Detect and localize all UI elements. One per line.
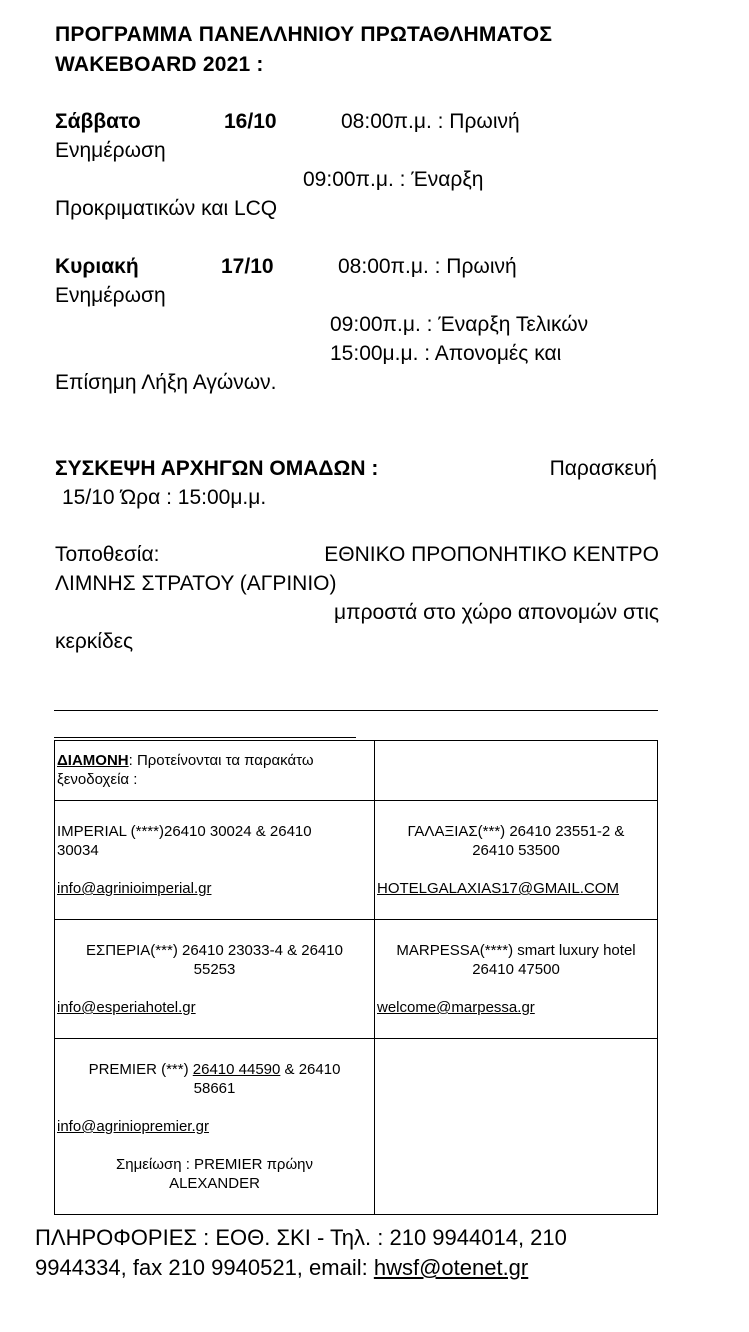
premier-line2: 58661 [193,1080,236,1097]
sunday-day: Κυριακή [55,255,139,278]
hotel-cell-premier [55,1039,375,1215]
galaxias-line2: 26410 53500 [472,842,560,859]
imperial-email-link[interactable]: info@agrinioimperial.gr [57,880,212,897]
page-title: ΠΡΟΓΡΑΜΜΑ ΠΑΝΕΛΛΗΝΙΟΥ ΠΡΩΤΑΘΛΗΜΑΤΟΣ [55,23,553,46]
hotels-header-rest: : Προτείνονται τα παρακάτω [128,752,314,769]
meeting-day: Παρασκευή [549,457,657,480]
footer-info-line2 [35,1255,528,1281]
sunday-item3-cont: Επίσημη Λήξη Αγώνων. [55,371,277,394]
galaxias-line1: ΓΑΛΑΞΙΑΣ(***) 26410 23551-2 & [407,823,625,840]
galaxias-email-link[interactable]: HOTELGALAXIAS17@GMAIL.COM [377,880,619,897]
hotels-header [57,751,314,770]
sunday-date: 17/10 [221,255,274,278]
saturday-item1: 08:00π.μ. : Πρωινή [341,110,520,133]
sunday-item2: 09:00π.μ. : Έναρξη Τελικών [330,313,589,336]
footer-email-link[interactable]: hwsf@otenet.gr [373,1255,529,1280]
premier-phone-link[interactable]: 26410 44590 [192,1061,281,1078]
empty-cell [375,741,658,801]
page-title-line2: WAKEBOARD 2021 : [55,53,264,76]
location-label: Τοποθεσία: [55,543,160,566]
location-line1: ΕΘΝΙΚΟ ΠΡΟΠΟΝΗΤΙΚΟ ΚΕΝΤΡΟ [324,543,659,566]
hotels-header-cell [55,741,375,801]
premier-prefix: PREMIER (***) [88,1061,193,1078]
hotel-cell-galaxias [375,801,658,920]
meeting-when: 15/10 Ώρα : 15:00μ.μ. [62,486,267,509]
imperial-line2: 30034 [57,842,99,859]
saturday-item2-cont: Προκριματικών και LCQ [55,197,278,220]
saturday-item1-cont: Ενημέρωση [55,139,166,162]
saturday-date: 16/10 [224,110,277,133]
esperia-email-link[interactable]: info@esperiahotel.gr [57,999,196,1016]
divider-line [54,710,658,711]
hotel-cell-imperial [55,801,375,920]
hotels-table [54,740,658,1215]
footer-contact: 9944334, fax 210 9940521, email: [35,1255,374,1280]
esperia-line1: ΕΣΠΕΡΙΑ(***) 26410 23033-4 & 26410 [86,942,343,959]
divider-line-short [54,737,356,738]
sunday-item1: 08:00π.μ. : Πρωινή [338,255,517,278]
premier-note1: Σημείωση : PREMIER πρώην [115,1156,314,1173]
hotel-cell-esperia [55,920,375,1039]
marpessa-line2: 26410 47500 [472,961,560,978]
premier-email-link[interactable]: info@agriniopremier.gr [57,1118,209,1135]
location-line2: ΛΙΜΝΗΣ ΣΤΡΑΤΟΥ (ΑΓΡΙΝΙΟ) [55,572,337,595]
hotel-cell-marpessa [375,920,658,1039]
sunday-item3: 15:00μ.μ. : Απονομές και [330,342,562,365]
hotels-header-line2: ξενοδοχεία : [57,771,138,788]
esperia-line2: 55253 [193,961,236,978]
marpessa-email-link[interactable]: welcome@marpessa.gr [377,999,535,1016]
location-line4: κερκίδες [55,630,134,653]
premier-note2: ALEXANDER [169,1175,260,1192]
sunday-item1-cont: Ενημέρωση [55,284,166,307]
premier-suffix: & 26410 [280,1061,341,1078]
empty-cell [375,1039,658,1215]
footer-info-line1: ΠΛΗΡΟΦΟΡΙΕΣ : ΕΟΘ. ΣΚΙ - Τηλ. : 210 9944014, 210 [35,1225,567,1250]
location-line3: μπροστά στο χώρο απονομών στις [334,601,659,624]
hotels-header-bold: ΔΙΑΜΟΝΗ [57,752,129,769]
premier-line1 [55,1060,374,1079]
meeting-label: ΣΥΣΚΕΨΗ ΑΡΧΗΓΩΝ ΟΜΑΔΩΝ : [55,457,379,480]
marpessa-line1: MARPESSA(****) smart luxury hotel [396,942,636,959]
imperial-line1: IMPERIAL (****)26410 30024 & 26410 [57,823,312,840]
saturday-day: Σάββατο [55,110,141,133]
saturday-item2: 09:00π.μ. : Έναρξη [303,168,484,191]
